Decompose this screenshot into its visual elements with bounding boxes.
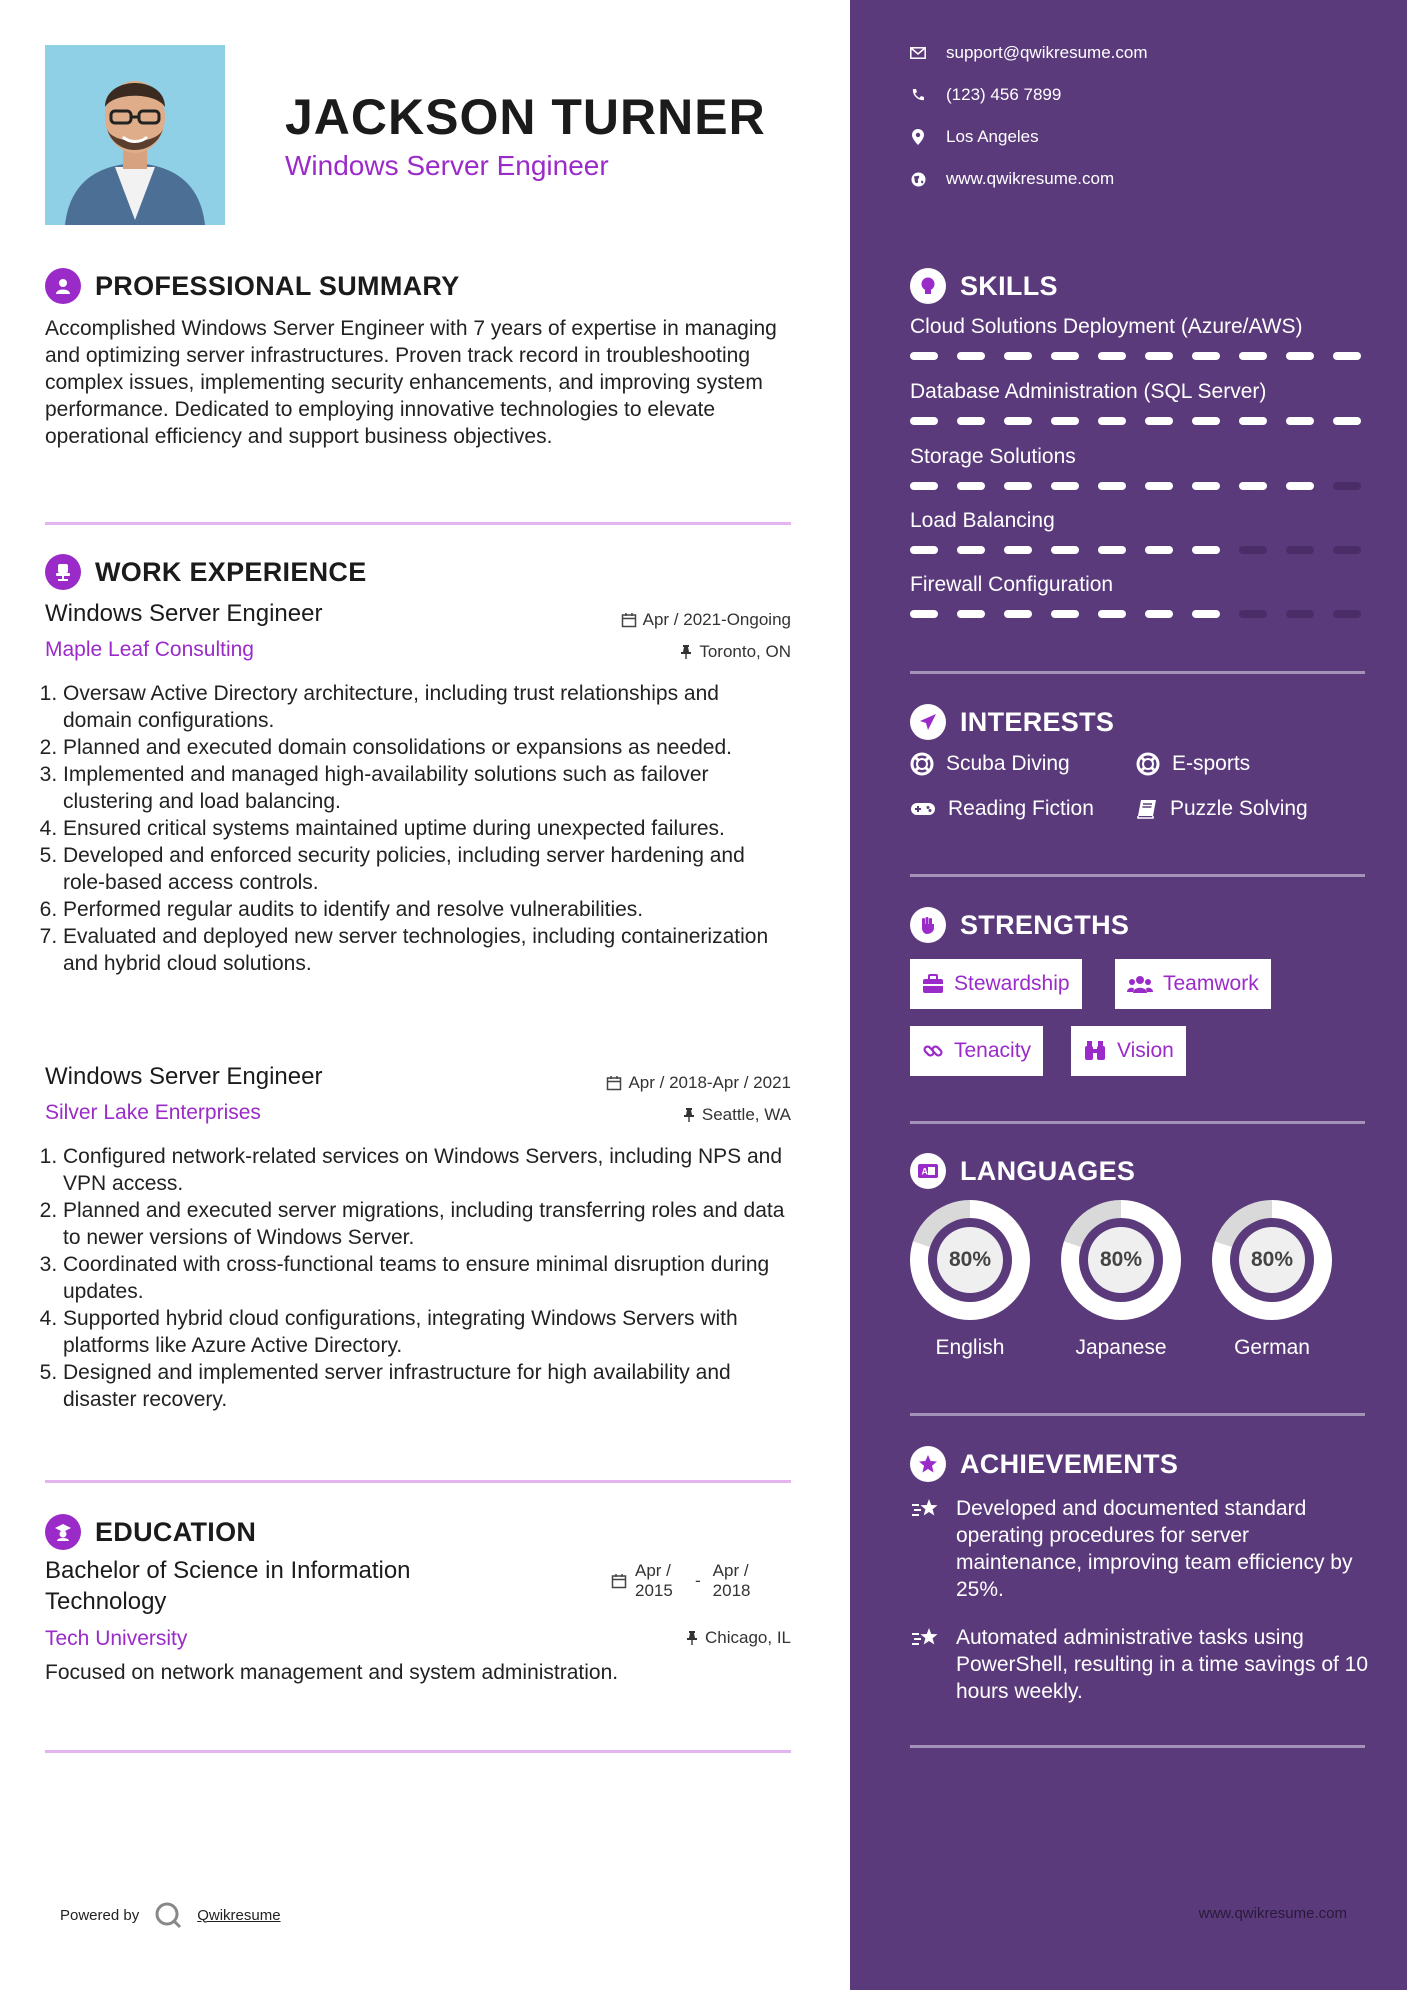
profile-photo bbox=[45, 45, 225, 225]
skill-dash-filled bbox=[1051, 352, 1079, 360]
skill-dash-filled bbox=[1192, 352, 1220, 360]
skill-dash-filled bbox=[1051, 482, 1079, 490]
job-date-text: Apr / 2021-Ongoing bbox=[642, 610, 791, 629]
list-item: 6. Performed regular audits to identify and resolve vulnerabilities. bbox=[63, 896, 791, 923]
job-entry bbox=[45, 1063, 791, 1413]
achievement-text: Developed and documented standard operating procedures for server maintenance, improving team efficiency by 25%. bbox=[956, 1497, 1353, 1601]
section-divider bbox=[45, 522, 791, 525]
languages-title: LANGUAGES bbox=[960, 1155, 1136, 1186]
job-location-text: Seattle, WA bbox=[701, 1105, 791, 1124]
skills-title: SKILLS bbox=[960, 270, 1058, 301]
skill-level-bar bbox=[910, 417, 1365, 425]
skill-dash-filled bbox=[1239, 482, 1267, 490]
candidate-name: JACKSON TURNER bbox=[285, 89, 766, 145]
phone-icon bbox=[910, 87, 926, 103]
skill-dash-empty bbox=[1333, 546, 1361, 554]
link-icon bbox=[922, 1040, 944, 1062]
contact-email-text[interactable]: support@qwikresume.com bbox=[946, 43, 1148, 62]
contact-location-text: Los Angeles bbox=[946, 127, 1039, 146]
graduate-icon bbox=[45, 1514, 81, 1550]
list-item: 4. Supported hybrid cloud configurations, integrating Windows Servers with platforms like Azure Active Directory. bbox=[63, 1305, 791, 1359]
skill-dash-filled bbox=[1098, 352, 1126, 360]
languages-heading bbox=[910, 1153, 1135, 1189]
interest-label: Scuba Diving bbox=[946, 752, 1070, 775]
skill-name: Storage Solutions bbox=[910, 445, 1076, 468]
section-divider bbox=[45, 1750, 791, 1753]
skill-dash-filled bbox=[1286, 482, 1314, 490]
pushpin-icon bbox=[679, 644, 693, 660]
skill-dash-filled bbox=[1239, 417, 1267, 425]
skill-dash-filled bbox=[910, 352, 938, 360]
skill-item bbox=[910, 445, 1365, 490]
interests-heading bbox=[910, 704, 1114, 740]
calendar-icon bbox=[621, 612, 637, 628]
skill-dash-filled bbox=[1192, 610, 1220, 618]
skill-dash-filled bbox=[1239, 352, 1267, 360]
achievements-heading bbox=[910, 1446, 1178, 1482]
skill-dash-filled bbox=[1286, 352, 1314, 360]
interest-label: E-sports bbox=[1172, 752, 1251, 775]
interest-label: Puzzle Solving bbox=[1170, 797, 1308, 820]
paper-plane-icon bbox=[910, 704, 946, 740]
strength-badge bbox=[910, 959, 1082, 1009]
education-date-separator: - bbox=[695, 1571, 701, 1590]
skill-dash-empty bbox=[1333, 482, 1361, 490]
education-title: EDUCATION bbox=[95, 1516, 257, 1547]
skill-dash-filled bbox=[1192, 546, 1220, 554]
skill-dash-filled bbox=[1004, 482, 1032, 490]
skill-name: Load Balancing bbox=[910, 509, 1055, 532]
language-icon bbox=[910, 1153, 946, 1189]
strength-badge bbox=[1115, 959, 1271, 1009]
education-date bbox=[611, 1561, 761, 1601]
list-item: 3. Coordinated with cross-functional teams to ensure minimal disruption during updates. bbox=[63, 1251, 791, 1305]
skill-dash-empty bbox=[1333, 610, 1361, 618]
section-divider bbox=[910, 671, 1365, 674]
skill-dash-filled bbox=[1098, 417, 1126, 425]
skill-dash-filled bbox=[957, 610, 985, 618]
language-percent: 80% bbox=[937, 1227, 1003, 1293]
skill-dash-filled bbox=[1051, 610, 1079, 618]
language-item bbox=[1061, 1200, 1181, 1360]
language-name: Japanese bbox=[1075, 1336, 1167, 1359]
skill-dash-filled bbox=[910, 610, 938, 618]
shooting-star-icon bbox=[910, 1624, 942, 1705]
interest-item bbox=[1136, 797, 1308, 821]
language-progress-ring bbox=[1061, 1200, 1181, 1320]
life-ring-icon bbox=[1136, 752, 1160, 776]
skill-dash-filled bbox=[957, 352, 985, 360]
skill-name: Database Administration (SQL Server) bbox=[910, 380, 1267, 403]
skill-dash-filled bbox=[957, 482, 985, 490]
skill-dash-filled bbox=[1098, 610, 1126, 618]
skill-dash-filled bbox=[1004, 610, 1032, 618]
school-name: Tech University bbox=[45, 1627, 188, 1650]
skill-level-bar bbox=[910, 610, 1365, 618]
strength-badge bbox=[910, 1026, 1043, 1076]
strength-label: Teamwork bbox=[1163, 972, 1259, 995]
binoculars-icon bbox=[1083, 1040, 1107, 1062]
lightbulb-icon bbox=[910, 268, 946, 304]
list-item: 7. Evaluated and deployed new server technologies, including containerization and hybrid cloud solutions. bbox=[63, 923, 791, 977]
contact-email bbox=[910, 43, 1148, 63]
skill-dash-filled bbox=[957, 417, 985, 425]
skill-dash-filled bbox=[1333, 352, 1361, 360]
job-company: Silver Lake Enterprises bbox=[45, 1101, 261, 1124]
skill-dash-filled bbox=[1286, 417, 1314, 425]
section-divider bbox=[910, 1413, 1365, 1416]
section-divider bbox=[910, 1745, 1365, 1748]
skill-dash-filled bbox=[1004, 352, 1032, 360]
skill-dash-filled bbox=[1098, 482, 1126, 490]
skill-dash-filled bbox=[1192, 482, 1220, 490]
contact-website-link[interactable]: www.qwikresume.com bbox=[946, 169, 1115, 188]
strengths-heading bbox=[910, 907, 1129, 943]
skill-dash-filled bbox=[1004, 417, 1032, 425]
interest-item bbox=[1136, 752, 1250, 776]
job-title: Windows Server Engineer bbox=[45, 1063, 323, 1090]
section-divider bbox=[910, 1121, 1365, 1124]
summary-heading bbox=[45, 266, 460, 306]
language-name: German bbox=[1234, 1336, 1310, 1359]
skill-level-bar bbox=[910, 546, 1365, 554]
achievement-item bbox=[910, 1624, 1370, 1705]
education-date-start: Apr / 2015 bbox=[635, 1561, 673, 1600]
calendar-icon bbox=[606, 1075, 622, 1091]
achievement-text: Automated administrative tasks using PowerShell, resulting in a time savings of 10 hours weekly. bbox=[956, 1626, 1369, 1703]
job-date-text: Apr / 2018-Apr / 2021 bbox=[628, 1073, 791, 1092]
shooting-star-icon bbox=[910, 1495, 942, 1603]
education-entry bbox=[45, 1555, 791, 1685]
strength-badge bbox=[1071, 1026, 1186, 1076]
section-divider bbox=[910, 874, 1365, 877]
job-company: Maple Leaf Consulting bbox=[45, 638, 254, 661]
fist-icon bbox=[910, 907, 946, 943]
job-date bbox=[621, 610, 791, 630]
envelope-icon bbox=[910, 45, 926, 61]
job-date bbox=[606, 1073, 791, 1093]
experience-heading bbox=[45, 552, 367, 592]
job-bullets bbox=[45, 1143, 791, 1413]
skill-dash-filled bbox=[910, 482, 938, 490]
skill-dash-filled bbox=[910, 417, 938, 425]
skill-item bbox=[910, 509, 1365, 554]
skill-dash-filled bbox=[1333, 417, 1361, 425]
job-entry bbox=[45, 600, 791, 977]
strength-label: Vision bbox=[1117, 1039, 1174, 1062]
briefcase-icon bbox=[922, 974, 944, 994]
experience-title: WORK EXPERIENCE bbox=[95, 556, 367, 587]
language-item bbox=[1212, 1200, 1332, 1360]
summary-text: Accomplished Windows Server Engineer with 7 years of expertise in managing and optimizing server infrastructures. Proven track record in troubleshooting complex issues, implementing security enhancements, and improving system performance. Dedicated to employing innovative technologies to elevate operational efficiency and support business objectives. bbox=[45, 317, 777, 448]
skill-name: Firewall Configuration bbox=[910, 573, 1114, 596]
job-bullets bbox=[45, 680, 791, 977]
interest-item bbox=[910, 752, 1070, 776]
powered-by-label: Powered by bbox=[60, 1906, 140, 1924]
skill-dash-empty bbox=[1286, 610, 1314, 618]
achievements-title: ACHIEVEMENTS bbox=[960, 1448, 1179, 1479]
skills-heading bbox=[910, 268, 1058, 304]
summary-title: PROFESSIONAL SUMMARY bbox=[95, 270, 460, 301]
strength-label: Stewardship bbox=[954, 972, 1070, 995]
interests-title: INTERESTS bbox=[960, 706, 1115, 737]
skill-dash-filled bbox=[1145, 610, 1173, 618]
skill-item bbox=[910, 380, 1365, 425]
map-marker-icon bbox=[910, 129, 926, 145]
calendar-icon bbox=[611, 1573, 627, 1589]
skill-dash-filled bbox=[1051, 417, 1079, 425]
star-badge-icon bbox=[910, 1446, 946, 1482]
skill-dash-empty bbox=[1239, 610, 1267, 618]
job-location bbox=[682, 1105, 791, 1125]
sidebar bbox=[850, 0, 1407, 1990]
skill-dash-filled bbox=[1145, 482, 1173, 490]
globe-icon bbox=[910, 171, 926, 187]
list-item: 1. Configured network-related services on Windows Servers, including NPS and VPN access. bbox=[63, 1143, 791, 1197]
users-icon bbox=[1127, 974, 1153, 994]
list-item: 4. Ensured critical systems maintained uptime during unexpected failures. bbox=[63, 815, 791, 842]
skill-dash-filled bbox=[1051, 546, 1079, 554]
contact-website bbox=[910, 169, 1114, 189]
language-percent: 80% bbox=[1088, 1227, 1154, 1293]
strength-label: Tenacity bbox=[954, 1039, 1032, 1062]
contact-location bbox=[910, 127, 1039, 147]
skill-dash-filled bbox=[1145, 417, 1173, 425]
education-date-end: Apr / 2018 bbox=[712, 1561, 751, 1600]
language-progress-ring bbox=[910, 1200, 1030, 1320]
footer-website-link[interactable]: www.qwikresume.com bbox=[1198, 1905, 1347, 1922]
svg-text:A: A bbox=[921, 1166, 928, 1177]
skill-level-bar bbox=[910, 352, 1365, 360]
contact-phone-text[interactable]: (123) 456 7899 bbox=[946, 85, 1062, 104]
skill-dash-filled bbox=[1192, 417, 1220, 425]
language-item bbox=[910, 1200, 1030, 1360]
list-item: 3. Implemented and managed high-availability solutions such as failover clustering and load balancing. bbox=[63, 761, 791, 815]
list-item: 1. Oversaw Active Directory architecture, including trust relationships and domain configurations. bbox=[63, 680, 791, 734]
skill-dash-filled bbox=[957, 546, 985, 554]
education-location bbox=[685, 1628, 791, 1648]
skill-dash-filled bbox=[1004, 546, 1032, 554]
skill-dash-filled bbox=[1145, 546, 1173, 554]
section-divider bbox=[45, 1480, 791, 1483]
skill-dash-filled bbox=[1098, 546, 1126, 554]
list-item: 2. Planned and executed domain consolidations or expansions as needed. bbox=[63, 734, 791, 761]
education-location-text: Chicago, IL bbox=[705, 1628, 791, 1647]
person-photo-icon bbox=[45, 45, 225, 225]
education-description: Focused on network management and system administration. bbox=[45, 1661, 619, 1684]
achievement-item bbox=[910, 1495, 1370, 1603]
job-location bbox=[679, 642, 791, 662]
powered-by bbox=[60, 1900, 281, 1930]
language-progress-ring bbox=[1212, 1200, 1332, 1320]
office-chair-icon bbox=[45, 554, 81, 590]
job-title: Windows Server Engineer bbox=[45, 600, 323, 627]
language-percent: 80% bbox=[1239, 1227, 1305, 1293]
life-ring-icon bbox=[910, 752, 934, 776]
skill-item bbox=[910, 573, 1365, 618]
interest-item bbox=[910, 797, 1094, 821]
skill-dash-filled bbox=[910, 546, 938, 554]
gamepad-icon bbox=[910, 800, 936, 818]
skill-dash-filled bbox=[1145, 352, 1173, 360]
contact-phone bbox=[910, 85, 1061, 105]
skill-name: Cloud Solutions Deployment (Azure/AWS) bbox=[910, 315, 1303, 338]
powered-by-brand-link[interactable]: Qwikresume bbox=[197, 1906, 281, 1924]
list-item: 5. Developed and enforced security policies, including server hardening and role-based access controls. bbox=[63, 842, 791, 896]
degree-title: Bachelor of Science in Information Technology bbox=[45, 1557, 411, 1615]
interest-label: Reading Fiction bbox=[948, 797, 1094, 820]
education-heading bbox=[45, 1512, 256, 1552]
pushpin-icon bbox=[685, 1630, 699, 1646]
list-item: 5. Designed and implemented server infrastructure for high availability and disaster recovery. bbox=[63, 1359, 791, 1413]
qwikresume-logo-icon bbox=[153, 1900, 183, 1930]
job-location-text: Toronto, ON bbox=[699, 642, 791, 661]
strengths-title: STRENGTHS bbox=[960, 909, 1130, 940]
skill-dash-empty bbox=[1239, 546, 1267, 554]
candidate-title: Windows Server Engineer bbox=[285, 150, 609, 181]
user-icon bbox=[45, 268, 81, 304]
list-item: 2. Planned and executed server migrations, including transferring roles and data to newer versions of Windows Server. bbox=[63, 1197, 791, 1251]
pushpin-icon bbox=[682, 1107, 696, 1123]
book-icon bbox=[1136, 798, 1158, 820]
skill-item bbox=[910, 315, 1365, 360]
skill-dash-empty bbox=[1286, 546, 1314, 554]
language-name: English bbox=[935, 1336, 1005, 1359]
skill-level-bar bbox=[910, 482, 1365, 490]
